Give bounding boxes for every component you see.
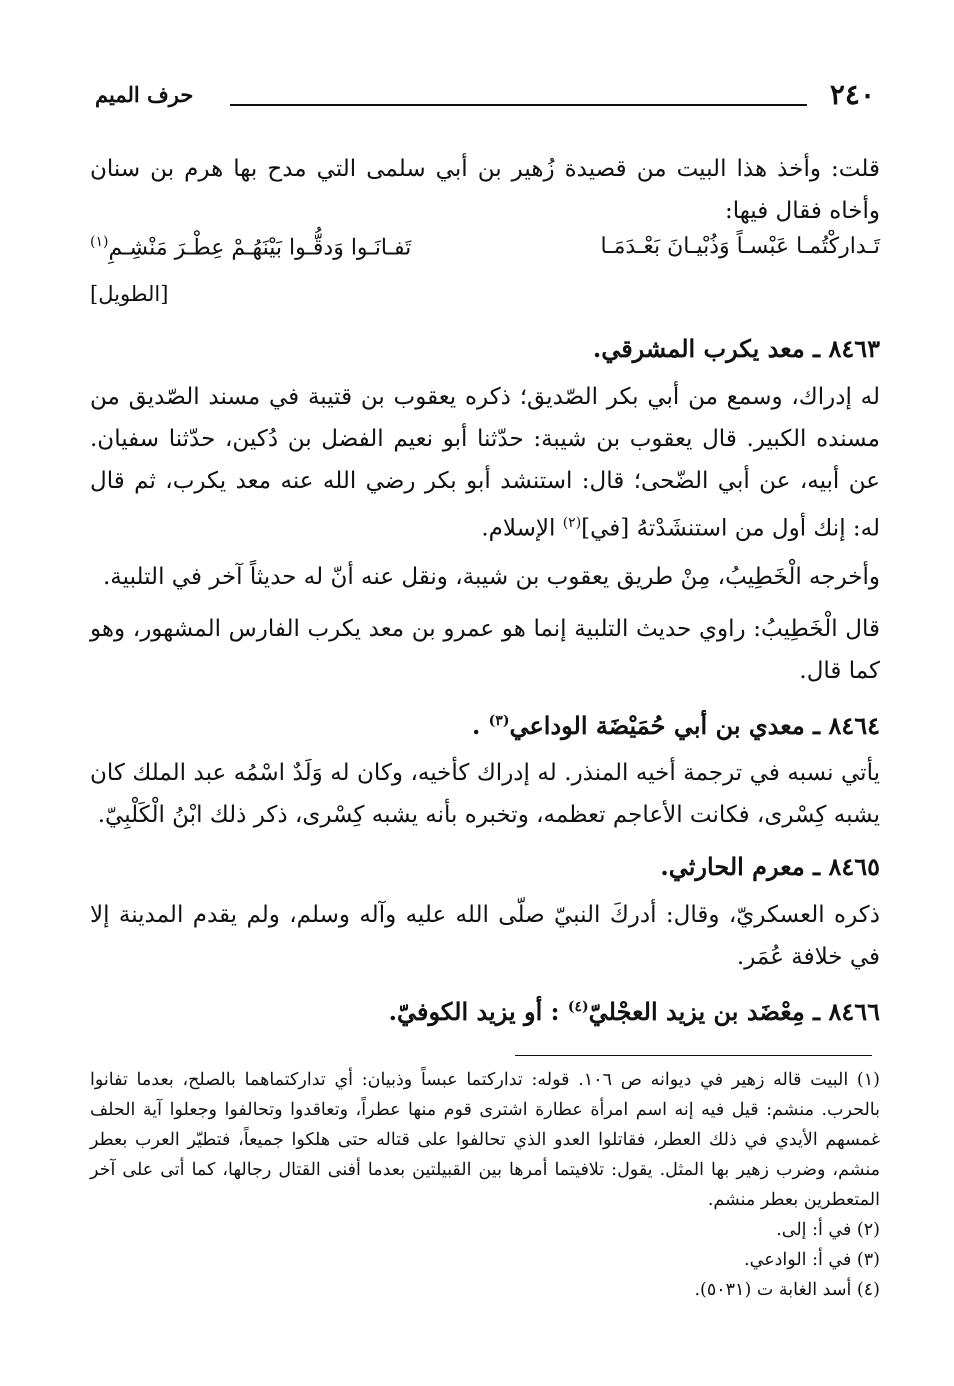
entry-8466-title-end: : أو يزيد الكوفيّ. <box>388 997 568 1026</box>
page-header <box>95 78 875 118</box>
verse-first-hemistich <box>600 234 880 259</box>
entry-8465-body <box>90 894 880 978</box>
intro-text: قلت: وأخذ هذا البيت من قصيدة زُهير بن أبي سلمى التي مدح بها هرم بن سنان وأخاه فقال فيها: <box>90 156 880 224</box>
entry-8463-p1-end: الإسلام. <box>481 515 563 542</box>
entry-8463 <box>90 328 880 370</box>
entry-8464-body <box>90 752 880 836</box>
verse-second-text: تَفـانَـوا وَدقُّـوا بَيْنَهُـمْ عِطْـرَ مَنْشِـمِ <box>108 235 412 261</box>
entry-8465 <box>90 846 880 888</box>
entry-8463-paragraph-1 <box>90 376 880 550</box>
footnote-1: (١) البيت قاله زهير في ديوانه ص ١٠٦. قوله: تداركتما عبساً وذبيان: أي تداركتماهما بالصلح، بعدما تفانوا بالحرب. منشم: قيل فيه إنه اسم امرأة عطارة اشترى قوم منها عطراً، وتعاقدوا وتحالفوا وجعلوا آية الحلف غمسهم الأيدي في ذلك العطر، فقاتلوا العدو الذي تحالفوا على قتاله حتى هلكوا جميعاً، فتطيّر العرب بعطر منشم، وضرب زهير بها المثل. يقول: تلافيتما أمرها بين القبيلتين بعدما أفنى القتال رجالها، كما أتى على آخر المتعطرين بعطر منشم. <box>90 1070 880 1210</box>
entry-8463-p1-text: له إدراك، وسمع من أبي بكر الصّديق؛ ذكره يعقوب بن قتيبة في مسند الصّديق من مسنده الكبير. قال يعقوب بن شيبة: حدّثنا أبو نعيم الفضل بن دُكين، حدّثنا سفيان. عن أبيه، عن أبي الضّحى؛ قال: استنشد أبو بكر رضي الله عنه معد يكرب، ثم قال له: إنك أول من استنشَدْتهُ [في] <box>90 384 880 542</box>
verse-second-hemistich <box>90 234 411 260</box>
entry-8464-title-text: ٨٤٦٤ ـ معدي بن أبي حُمَيْضَة الوداعي <box>509 711 880 740</box>
entry-title-8464 <box>90 700 880 747</box>
running-title: حرف الميم <box>95 82 194 107</box>
footnote-ref-4: (٤) <box>567 999 589 1015</box>
entry-8464-title-end: . <box>471 711 489 740</box>
poem-meter: [الطويل] <box>90 282 169 306</box>
poem-verse <box>90 234 880 278</box>
entry-8463-para2 <box>90 556 880 598</box>
footnotes <box>90 1065 880 1305</box>
entry-title-8466 <box>90 986 880 1033</box>
entry-8463-paragraph-3: قال الْخَطِيبُ: راوي حديث التلبية إنما هو عمرو بن معد يكرب الفارس المشهور، وهو كما قال. <box>90 616 880 684</box>
entry-8465-paragraph-1: ذكره العسكريّ، وقال: أدركَ النبيّ صلّى الله عليه وآله وسلم، ولم يقدم المدينة إلا في خلافة عُمَر. <box>90 902 880 970</box>
page-number: ٢٤٠ <box>829 78 875 111</box>
footnote-separator <box>515 1055 872 1056</box>
verse-first-text: تَـداركْتُمـا عَبْسـاً وَذُبْيـانَ بَعْـدَمَـا <box>600 234 880 259</box>
entry-8466-title-text: ٨٤٦٦ ـ مِعْضَد بن يزيد العجْليّ <box>588 997 880 1026</box>
header-rule <box>230 104 807 106</box>
footnote-ref-2: (٢) <box>562 515 582 531</box>
entry-8463-paragraph-2: وأخرجه الْخَطِيبُ، مِنْ طريق يعقوب بن شيبة، ونقل عنه أنّ له حديثاً آخر في التلبية. <box>102 564 880 590</box>
entry-8464 <box>90 700 880 747</box>
entry-title-8465: ٨٤٦٥ ـ معرم الحارثي. <box>660 852 880 881</box>
entry-8463-body <box>90 376 880 550</box>
entry-8464-paragraph-1: يأتي نسبه في ترجمة أخيه المنذر. له إدراك كأخيه، وكان له وَلَدٌ اسْمُه عبد الملك كان يشبه كِسْرى، فكانت الأعاجم تعظمه، وتخبره بأنه يشبه كِسْرى، ذكر ذلك ابْنُ الْكَلْبِيّ. <box>90 760 880 828</box>
intro-paragraph <box>90 148 880 232</box>
entry-title-8463: ٨٤٦٣ ـ معد يكرب المشرقي. <box>592 334 880 363</box>
entry-8463-para3 <box>90 608 880 692</box>
footnote-3: (٣) في أ: الوادعي. <box>744 1250 880 1270</box>
footnote-4: (٤) أسد الغابة ت (٥٠٣١). <box>694 1280 880 1300</box>
entry-8466 <box>90 986 880 1033</box>
footnote-ref-3: (٣) <box>488 713 510 729</box>
footnote-ref-1: (١) <box>90 234 109 250</box>
footnote-2: (٢) في أ: إلى. <box>776 1220 880 1240</box>
